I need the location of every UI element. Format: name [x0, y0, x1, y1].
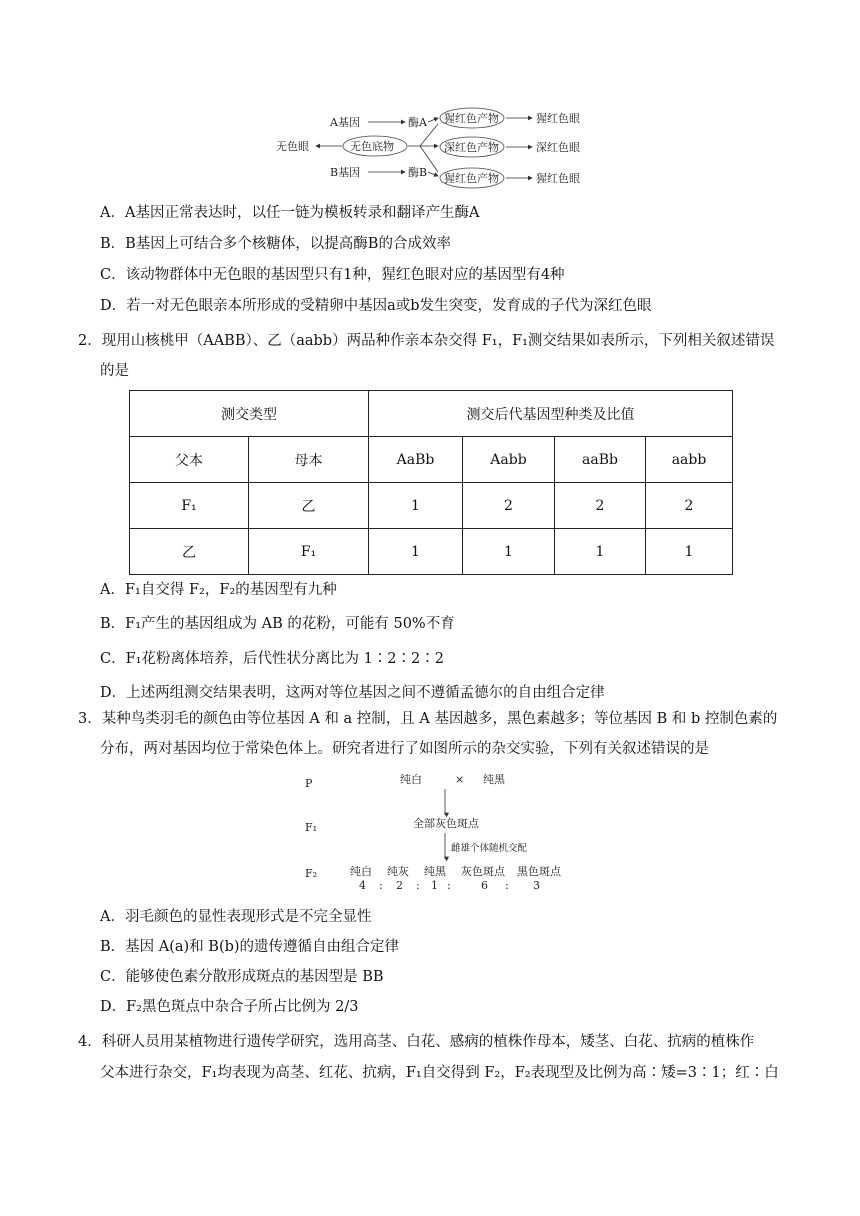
f2-ratio-5: 3	[533, 879, 540, 892]
f2-phenotype-4: 灰色斑点	[461, 865, 505, 878]
product-bot-label: 猩红色产物	[444, 172, 499, 185]
product-top-label: 猩红色产物	[444, 112, 499, 125]
q2-stem-line2: 的是	[100, 363, 129, 379]
f2-ratio-3: 1	[431, 879, 438, 892]
f2-phenotype-5: 黑色斑点	[517, 865, 561, 878]
q2-option-d: D．上述两组测交结果表明，这两对等位基因之间不遵循孟德尔的自由组合定律	[100, 685, 605, 701]
parent-black-label: 纯黑	[483, 773, 505, 786]
q3-stem-line2: 分布，两对基因均位于常染色体上。研究者进行了如图所示的杂交实验，下列有关叙述错误的是	[100, 741, 709, 757]
ratio-sep: :	[416, 879, 420, 892]
table-cell: 母本	[249, 437, 369, 483]
colorless-eye-label: 无色眼	[276, 140, 309, 153]
q2-option-b: B．F₁产生的基因组成为 AB 的花粉，可能有 50%不育	[100, 616, 455, 632]
eye-mid-label: 深红色眼	[536, 141, 580, 154]
substrate-label: 无色底物	[350, 140, 394, 153]
eye-top-label: 猩红色眼	[536, 112, 580, 125]
f1-phenotype-label: 全部灰色斑点	[413, 817, 479, 830]
table-header-cross-type: 测交类型	[130, 391, 369, 437]
q4-stem-line2: 父本进行杂交，F₁均表现为高茎、红花、抗病，F₁自交得到 F₂，F₂表现型及比例为高∶矮=3∶1；红∶白	[100, 1065, 779, 1081]
table-row	[130, 437, 733, 483]
table-cell: 2	[463, 483, 555, 529]
q1-option-d: D．若一对无色眼亲本所形成的受精卵中基因a或b发生突变，发育成的子代为深红色眼	[100, 298, 652, 314]
table-cell: F₁	[249, 529, 369, 575]
generation-f1-label: F₁	[305, 821, 318, 834]
table-header-offspring: 测交后代基因型种类及比值	[369, 391, 733, 437]
q1-option-a: A．A基因正常表达时，以任一链为模板转录和翻译产生酶A	[100, 205, 480, 221]
table-cell: F₁	[130, 483, 249, 529]
q3-option-a: A．羽毛颜色的显性表现形式是不完全显性	[100, 909, 372, 925]
enzyme-a-label: 酶A	[408, 116, 427, 129]
f2-ratio-1: 4	[359, 879, 366, 892]
table-cell: aaBb	[555, 437, 646, 483]
cross-symbol: ×	[455, 773, 465, 786]
q2-option-c: C．F₁花粉离体培养，后代性状分离比为 1∶2∶2∶2	[100, 651, 444, 667]
table-cell: 2	[646, 483, 733, 529]
enzyme-b-label: 酶B	[408, 166, 428, 179]
mating-note: 雌雄个体随机交配	[451, 843, 528, 854]
generation-p-label: P	[305, 777, 313, 790]
f2-ratio-2: 2	[396, 879, 403, 892]
q1-option-c: C．该动物群体中无色眼的基因型只有1种，猩红色眼对应的基因型有4种	[100, 267, 565, 283]
gene-a-label: A基因	[330, 116, 360, 129]
table-cell: 1	[646, 529, 733, 575]
q3-stem-line1: 3．某种鸟类羽毛的颜色由等位基因 A 和 a 控制，且 A 基因越多，黑色素越多；等位基因 B 和 b 控制色素的	[78, 711, 778, 727]
parent-white-label: 纯白	[400, 773, 422, 786]
ratio-sep: :	[379, 879, 383, 892]
q2-stem-line1: 2．现用山核桃甲（AABB）、乙（aabb）两品种作亲本杂交得 F₁，F₁测交结果如表所示，下列相关叙述错误	[78, 333, 775, 349]
table-cell: 父本	[130, 437, 249, 483]
table-row	[130, 529, 733, 575]
table-cell: 乙	[130, 529, 249, 575]
f2-phenotype-3: 纯黑	[424, 865, 446, 878]
q4-stem-line1: 4．科研人员用某植物进行遗传学研究，选用高茎、白花、感病的植株作母本，矮茎、白花、抗病的植株作	[78, 1034, 755, 1050]
q2-option-a: A．F₁自交得 F₂，F₂的基因型有九种	[100, 582, 337, 598]
q3-option-d: D．F₂黑色斑点中杂合子所占比例为 2/3	[100, 999, 359, 1015]
f2-phenotype-1: 纯白	[350, 865, 372, 878]
table-cell: 1	[555, 529, 646, 575]
table-cell: aabb	[646, 437, 733, 483]
ratio-sep: :	[505, 879, 509, 892]
cross-experiment-diagram	[295, 765, 585, 895]
f2-ratio-4: 6	[481, 879, 488, 892]
table-cell: 1	[369, 529, 463, 575]
table-row	[130, 483, 733, 529]
table-cell: 1	[463, 529, 555, 575]
table-cell: 1	[369, 483, 463, 529]
f2-phenotype-2: 纯灰	[387, 865, 409, 878]
ratio-sep: :	[447, 879, 451, 892]
table-cell: 2	[555, 483, 646, 529]
testcross-table	[129, 390, 733, 575]
enzyme-pathway-diagram	[270, 100, 600, 192]
q1-option-b: B．B基因上可结合多个核糖体，以提高酶B的合成效率	[100, 236, 451, 252]
table-cell: AaBb	[369, 437, 463, 483]
product-mid-label: 深红色产物	[444, 141, 499, 154]
eye-bot-label: 猩红色眼	[536, 172, 580, 185]
table-cell: Aabb	[463, 437, 555, 483]
q3-option-b: B．基因 A(a)和 B(b)的遗传遵循自由组合定律	[100, 939, 400, 955]
q3-option-c: C．能够使色素分散形成斑点的基因型是 BB	[100, 969, 384, 985]
gene-b-label: B基因	[330, 166, 361, 179]
generation-f2-label: F₂	[305, 867, 318, 880]
table-cell: 乙	[249, 483, 369, 529]
